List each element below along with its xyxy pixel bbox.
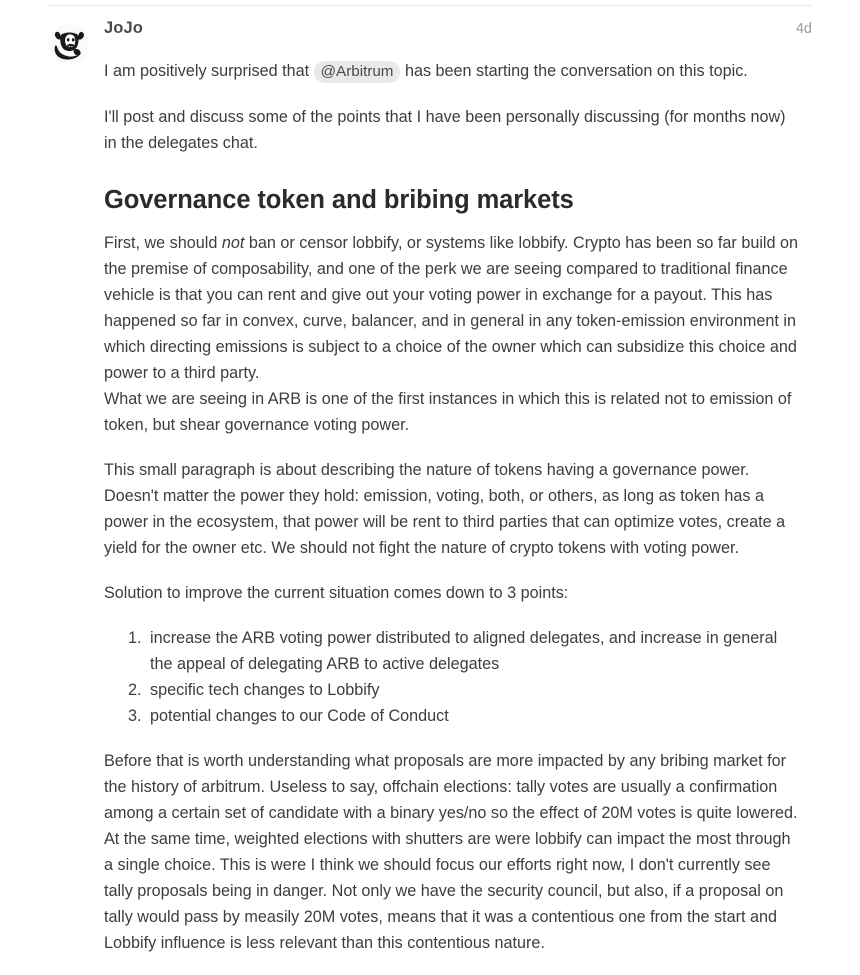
list-item: 3. potential changes to our Code of Conduct [146,703,799,729]
paragraph-3-part-2: ban or censor lobbify, or systems like lobbify. Crypto has been so far build on the premise of composability, and one of the perk we are seeing compared to traditional finance vehicle is that you can rent and give out your voting power in exchange for a payout. This has happened so far in convex, curve, balancer, and in general in any token-emission environment in which directing emissions is subject to a choice of the owner which can subsidize this choice and power to a third party. [104,234,799,382]
post-timestamp[interactable]: 4d [795,21,812,37]
list-item: 1. increase the ARB voting power distributed to aligned delegates, and increase in general the appeal of delegating ARB to active delegates [146,625,799,677]
mention-arbitrum[interactable]: @Arbitrum [314,61,401,83]
section-heading: Governance token and bribing markets [104,186,574,214]
solution-points-list [104,625,799,729]
intro-before-mention: I am positively surprised that [104,62,310,80]
post-top-divider [48,5,812,6]
paragraph-3-italic-not: not [221,234,245,252]
paragraph-3-part-1: First, we should [104,234,222,252]
cow-avatar-icon[interactable] [48,23,90,65]
paragraph-6: Before that is worth understanding what proposals are more impacted by any bribing market for the history of arbitrum. Useless to say, offchain elections: tally votes are usually a confirmation among a certain set of candidate with a binary yes/no so the effect of 20M votes is quite lowered. At the same time, weighted elections with shutters are were lobbify can impact the most through a single choice. This is were I think we should focus our efforts right now, I don't currently see tally proposals being in danger. Not only we have the security council, but also, if a proposal on tally would pass by measily 20M votes, means that it was a contentious one from the start and Lobbify influence is less relevant than this contentious nature. [104,752,798,952]
paragraph-5: Solution to improve the current situation comes down to 3 points: [104,584,569,602]
list-item: 2. specific tech changes to Lobbify [146,677,799,703]
paragraph-intro [104,58,799,85]
paragraph-4: This small paragraph is about describing the nature of tokens having a governance power. Doesn't matter the power they hold: emission, voting, both, or others, as long as token has a power in the ecosystem, that power will be rent to third parties that can optimize votes, create a yield for the owner etc. We should not fight the nature of crypto tokens with voting power. [104,461,786,557]
post-author-name[interactable]: JoJo [104,19,143,37]
intro-after-mention: has been starting the conversation on this topic. [404,62,748,80]
paragraph-3-line-2: What we are seeing in ARB is one of the first instances in which this is related not to emission of token, but shear governance voting power. [104,390,792,434]
post-body [104,58,799,975]
paragraph-2: I'll post and discuss some of the points that I have been personally discussing (for months now) in the delegates chat. [104,108,786,152]
paragraph-3 [104,230,799,438]
post-header [48,17,812,63]
